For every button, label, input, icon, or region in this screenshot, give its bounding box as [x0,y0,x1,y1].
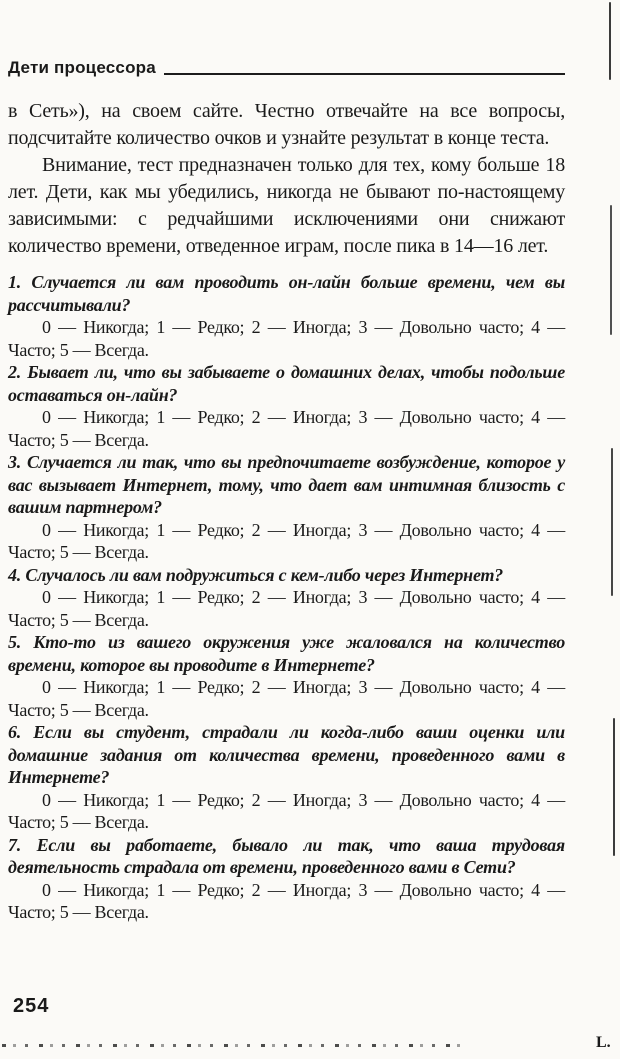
question-text-body: Если вы студент, страдали ли когда-либо ваши оценки или домашние задания от количества времени, проведенного вами в Интернете? [8,722,565,787]
question-number: 7. [8,834,22,855]
question-item-3 [8,451,565,564]
scan-edge-line-artifact [611,448,613,596]
question-number: 1. [8,272,22,292]
question-text-body: Если вы работаете, бывало ли так, что ваша трудовая деятельность страдала от времени, проведенного вами в Сети? [8,834,565,877]
intro-paragraph-2: Внимание, тест предназначен только для тех, кому больше 18 лет. Дети, как мы убедились, никогда не бывают по-настоящему зависимыми: с редчайшими исключениями они снижают количество времени, отведенное играм, после пика в 14—16 лет. [8,154,565,257]
question-item-7 [8,834,565,924]
question-item-4 [8,564,565,632]
question-text [8,271,565,316]
running-header [8,58,565,78]
scan-edge-mark-artifact: L. [596,1034,611,1051]
question-text [8,361,565,406]
question-number: 4. [8,564,22,585]
scan-edge-line-artifact [613,718,615,856]
question-text-body: Случается ли так, что вы предпочитаете возбуждение, которое у вас вызывает Интернет, тому, что дает вам интимная близость с вашим партнером? [8,452,565,517]
question-item-2 [8,361,565,451]
answer-scale: 0 — Никогда; 1 — Редко; 2 — Иногда; 3 — Довольно часто; 4 — Часто; 5 — Всегда. [8,879,565,922]
scan-edge-line-artifact [609,2,611,80]
running-header-title: Дети процессора [8,58,156,77]
intro-section [8,98,565,260]
scan-bottom-noise-artifact [2,1044,460,1047]
question-number: 6. [8,722,22,742]
question-text [8,631,565,676]
question-number: 3. [8,452,22,472]
page-content [8,58,565,924]
question-item-5 [8,631,565,721]
question-text-body: Бывает ли, что вы забываете о домашних делах, чтобы подольше оставаться он-лайн? [8,362,565,405]
question-text [8,451,565,519]
question-text [8,564,565,587]
header-rule [164,73,565,75]
page-number: 254 [13,995,50,1017]
scan-edge-line-artifact [610,205,612,335]
answer-scale: 0 — Никогда; 1 — Редко; 2 — Иногда; 3 — Довольно часто; 4 — Часто; 5 — Всегда. [8,519,565,562]
question-text-body: Случалось ли вам подружиться с кем-либо через Интернет? [25,564,504,585]
intro-paragraph-1: в Сеть»), на своем сайте. Честно отвечайте на все вопросы, подсчитайте количество очков и узнайте результат в конце теста. [8,100,565,149]
question-text-body: Кто-то из вашего окружения уже жаловался на количество времени, которое вы проводите в Интернете? [8,632,565,675]
question-item-1 [8,271,565,361]
questionnaire [8,271,565,924]
answer-scale: 0 — Никогда; 1 — Редко; 2 — Иногда; 3 — Довольно часто; 4 — Часто; 5 — Всегда. [8,587,565,630]
question-text-body: Случается ли вам проводить он-лайн больше времени, чем вы рассчитывали? [8,272,565,315]
question-number: 2. [8,362,22,382]
question-text [8,834,565,879]
question-item-6 [8,721,565,834]
answer-scale: 0 — Никогда; 1 — Редко; 2 — Иногда; 3 — Довольно часто; 4 — Часто; 5 — Всегда. [8,407,565,450]
answer-scale: 0 — Никогда; 1 — Редко; 2 — Иногда; 3 — Довольно часто; 4 — Часто; 5 — Всегда. [8,677,565,720]
answer-scale: 0 — Никогда; 1 — Редко; 2 — Иногда; 3 — Довольно часто; 4 — Часто; 5 — Всегда. [8,789,565,832]
question-text [8,721,565,789]
answer-scale: 0 — Никогда; 1 — Редко; 2 — Иногда; 3 — Довольно часто; 4 — Часто; 5 — Всегда. [8,317,565,360]
question-number: 5. [8,632,22,652]
